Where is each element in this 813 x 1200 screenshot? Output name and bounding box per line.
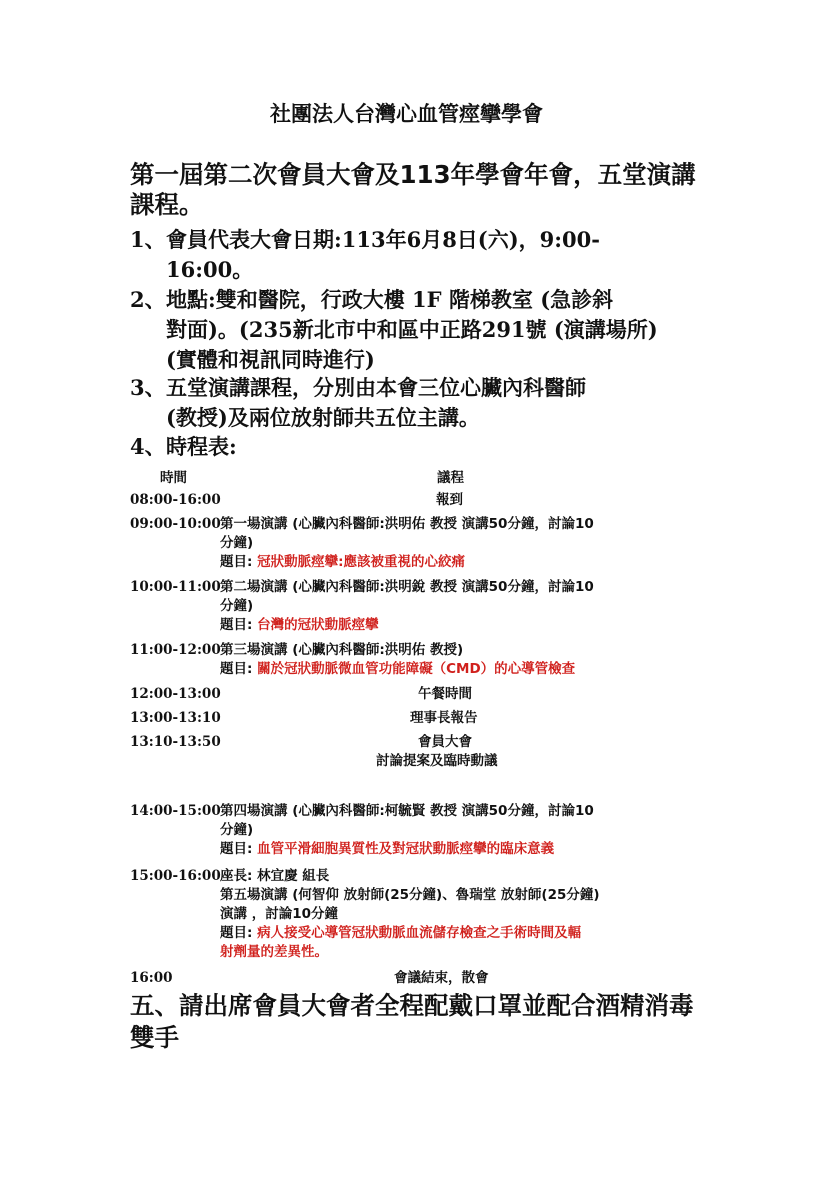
item-line: 16:00。 bbox=[166, 257, 254, 282]
notice-line-1: 五、請出席會員大會者全程配戴口罩並配合酒精消毒 bbox=[130, 991, 694, 1020]
schedule-time: 13:10-13:50 bbox=[130, 734, 221, 750]
talk-description: 分鐘) bbox=[220, 598, 254, 614]
item-line: 地點:雙和醫院，行政大樓 1F 階梯教室 (急診斜 bbox=[166, 287, 614, 312]
talk-description: 第二場演講 (心臟內科醫師:洪明銳 教授 演講50分鐘，討論10 bbox=[220, 579, 594, 595]
schedule-time: 15:00-16:00 bbox=[130, 868, 221, 884]
schedule-time: 11:00-12:00 bbox=[130, 642, 221, 658]
schedule-item: 會員大會 bbox=[418, 734, 472, 750]
talk-topic: 血管平滑細胞異質性及對冠狀動脈痙攣的臨床意義 bbox=[257, 841, 555, 857]
item-number: 2、 bbox=[130, 287, 166, 312]
talk-topic: 病人接受心導管冠狀動脈血流儲存檢查之手術時間及輻 bbox=[257, 925, 582, 941]
society-title: 社團法人台灣心血管痙攣學會 bbox=[270, 102, 543, 126]
item-number: 1、 bbox=[130, 227, 166, 252]
schedule-item: 理事長報告 bbox=[410, 710, 478, 726]
item-line: 會員代表大會日期:113年6月8日(六)，9:00- bbox=[166, 227, 600, 252]
topic-label: 題目: bbox=[220, 661, 258, 677]
schedule-time: 16:00 bbox=[130, 970, 173, 986]
notice-line-2: 雙手 bbox=[130, 1023, 179, 1052]
heading-line-1: 第一屆第二次會員大會及113年學會年會，五堂演講 bbox=[130, 160, 696, 189]
schedule-header-agenda: 議程 bbox=[437, 470, 464, 486]
schedule-item: 報到 bbox=[436, 492, 463, 508]
item-line: 時程表: bbox=[166, 434, 237, 459]
talk-topic: 台灣的冠狀動脈痙攣 bbox=[257, 617, 379, 633]
meeting-heading bbox=[130, 160, 750, 220]
talk-description: 分鐘) bbox=[220, 535, 254, 551]
topic-label: 題目: bbox=[220, 554, 258, 570]
schedule-time: 12:00-13:00 bbox=[130, 686, 221, 702]
schedule-time: 13:00-13:10 bbox=[130, 710, 221, 726]
item-line: 對面)。(235新北市中和區中正路291號 (演講場所) bbox=[166, 317, 658, 342]
item-line: (教授)及兩位放射師共五位主講。 bbox=[166, 405, 480, 430]
schedule-time: 10:00-11:00 bbox=[130, 579, 221, 595]
talk-description: 第三場演講 (心臟內科醫師:洪明佑 教授) bbox=[220, 642, 464, 658]
talk-description: 第五場演講 (何智仰 放射師(25分鐘)、魯瑞堂 放射師(25分鐘) bbox=[220, 887, 600, 903]
talk-topic: 冠狀動脈痙攣:應該被重視的心絞痛 bbox=[257, 554, 466, 570]
item-number: 4、 bbox=[130, 434, 166, 459]
schedule-item: 午餐時間 bbox=[418, 686, 472, 702]
talk-description: 第四場演講 (心臟內科醫師:柯毓賢 教授 演講50分鐘，討論10 bbox=[220, 803, 594, 819]
talk-description: 座長: 林宜慶 組長 bbox=[220, 868, 330, 884]
schedule-time: 14:00-15:00 bbox=[130, 803, 221, 819]
talk-description: 分鐘) bbox=[220, 822, 254, 838]
schedule-time: 08:00-16:00 bbox=[130, 492, 221, 508]
schedule-time: 09:00-10:00 bbox=[130, 516, 221, 532]
talk-description: 演講 ，討論10分鐘 bbox=[220, 906, 338, 922]
talk-description: 第一場演講 (心臟內科醫師:洪明佑 教授 演講50分鐘，討論10 bbox=[220, 516, 594, 532]
talk-topic: 關於冠狀動脈微血管功能障礙（CMD）的心導管檢查 bbox=[257, 661, 576, 677]
schedule-item: 會議結束，散會 bbox=[394, 970, 489, 986]
mask-notice bbox=[130, 990, 694, 1054]
heading-line-2: 課程。 bbox=[130, 190, 204, 219]
talk-topic: 射劑量的差異性。 bbox=[220, 944, 328, 960]
item-line: (實體和視訊同時進行) bbox=[166, 347, 375, 372]
topic-label: 題目: bbox=[220, 841, 258, 857]
schedule-item: 討論提案及臨時動議 bbox=[376, 753, 498, 769]
topic-label: 題目: bbox=[220, 925, 258, 941]
item-number: 3、 bbox=[130, 375, 166, 400]
topic-label: 題目: bbox=[220, 617, 258, 633]
item-line: 五堂演講課程，分別由本會三位心臟內科醫師 bbox=[166, 375, 586, 400]
schedule-header-time: 時間 bbox=[160, 470, 187, 486]
